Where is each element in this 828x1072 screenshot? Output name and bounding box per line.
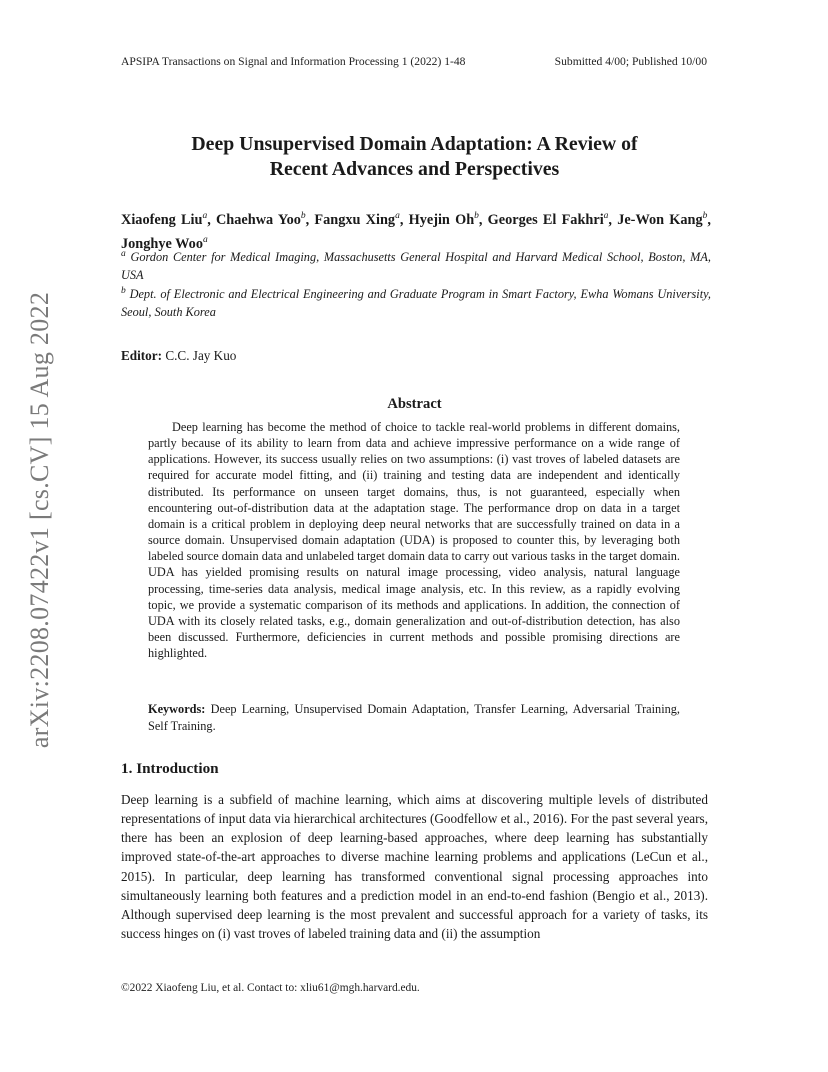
author-separator: , (207, 211, 216, 228)
editor-label: Editor: (121, 348, 163, 363)
author-affiliation-mark: b (474, 211, 479, 221)
author-name: Georges El Fakhri (487, 211, 604, 228)
author-name: Fangxu Xing (314, 211, 396, 228)
editor-name: C.C. Jay Kuo (165, 348, 237, 363)
author-name: Chaehwa Yoo (215, 211, 301, 228)
author-name: Hyejin Oh (408, 211, 475, 228)
author-name: Xiaofeng Liu (121, 211, 203, 228)
keywords (148, 701, 680, 734)
paper-title (121, 132, 708, 182)
author-separator: , (707, 211, 711, 228)
arxiv-stamp (23, 280, 57, 760)
author-separator: , (608, 211, 618, 228)
submission-info: Submitted 4/00; Published 10/00 (554, 55, 707, 68)
author-affiliation-mark: b (702, 211, 708, 221)
section-heading-introduction: 1. Introduction (121, 760, 219, 777)
editor-line (121, 348, 236, 364)
affiliation-mark: b (121, 286, 126, 296)
title-line-1: Deep Unsupervised Domain Adaptation: A Review of (191, 133, 638, 155)
author-affiliation-mark: a (395, 211, 400, 221)
affiliation-a (121, 245, 711, 284)
title-line-2: Recent Advances and Perspectives (269, 158, 560, 180)
affiliation-mark: a (121, 249, 126, 259)
affiliation-text: Gordon Center for Medical Imaging, Massachusetts General Hospital and Harvard Medical School, Boston, MA, USA (121, 250, 712, 283)
author-name: Je-Won Kang (617, 211, 703, 228)
journal-header: APSIPA Transactions on Signal and Information Processing 1 (2022) 1-48 (121, 55, 466, 68)
abstract-heading: Abstract (387, 396, 442, 412)
copyright-footer: ©2022 Xiaofeng Liu, et al. Contact to: xliu61@mgh.harvard.edu. (121, 982, 420, 994)
keywords-text: Deep Learning, Unsupervised Domain Adaptation, Transfer Learning, Adversarial Training, Self Training. (148, 702, 680, 733)
arxiv-stamp-text: arXiv:2208.07422v1 [cs.CV] 15 Aug 2022 (25, 291, 55, 749)
author-separator: , (305, 211, 315, 228)
author-separator: , (478, 211, 488, 228)
keywords-label: Keywords: (148, 702, 206, 716)
introduction-text: Deep learning is a subfield of machine learning, which aims at discovering multiple levels of distributed representations of input data via hierarchical architectures (Goodfellow et al., 2016). For the past several years, there has been an explosion of deep learning-based approaches, where deep learning has substantially improved state-of-the-art approaches to diverse machine learning problems and applications (LeCun et al., 2015). In particular, deep learning has transformed conventional signal processing approaches into simultaneously learning both features and a prediction model in an end-to-end fashion (Bengio et al., 2013). Although supervised deep learning is the most prevalent and successful approach for a variety of tasks, its success hinges on (i) vast troves of labeled training data and (ii) the assumption (121, 792, 708, 942)
author-affiliation-mark: a (202, 211, 208, 221)
affiliation-text: Dept. of Electronic and Electrical Engineering and Graduate Program in Smart Factory, Ewha Womans University, Seoul, South Korea (121, 287, 711, 320)
author-affiliation-mark: b (300, 211, 306, 221)
author-name: Jonghye Woo (121, 235, 203, 252)
affiliation-b (121, 282, 711, 321)
abstract-text: Deep learning has become the method of choice to tackle real-world problems in different domains, partly because of its ability to learn from data and achieve impressive performance on a wide range of applications. However, its success usually relies on two assumptions: (i) vast troves of labeled datasets are required for accurate model fitting, and (ii) training and testing data are independent and identically distributed. Its performance on unseen target domains, thus, is not guaranteed, especially when encountering out-of-distribution data at the adaptation stage. The performance drop on data in a target domain is a critical problem in deploying deep neural networks that are successfully trained on data in a source domain. Unsupervised domain adaptation (UDA) is proposed to counter this, by leveraging both labeled source domain data and unlabeled target domain data to carry out various tasks in the target domain. UDA has yielded promising results on natural image processing, video analysis, natural language processing, time-series data analysis, medical image analysis, etc. In this review, as a rapidly evolving topic, we provide a systematic comparison of its methods and applications. In addition, the connection of UDA with its closely related tasks, e.g., domain generalization and out-of-distribution detection, has also been discussed. Furthermore, deficiencies in current methods and possible promising directions are highlighted. (148, 420, 680, 661)
author-affiliation-mark: a (202, 234, 208, 245)
author-separator: , (399, 211, 409, 228)
author-affiliation-mark: a (603, 211, 609, 221)
